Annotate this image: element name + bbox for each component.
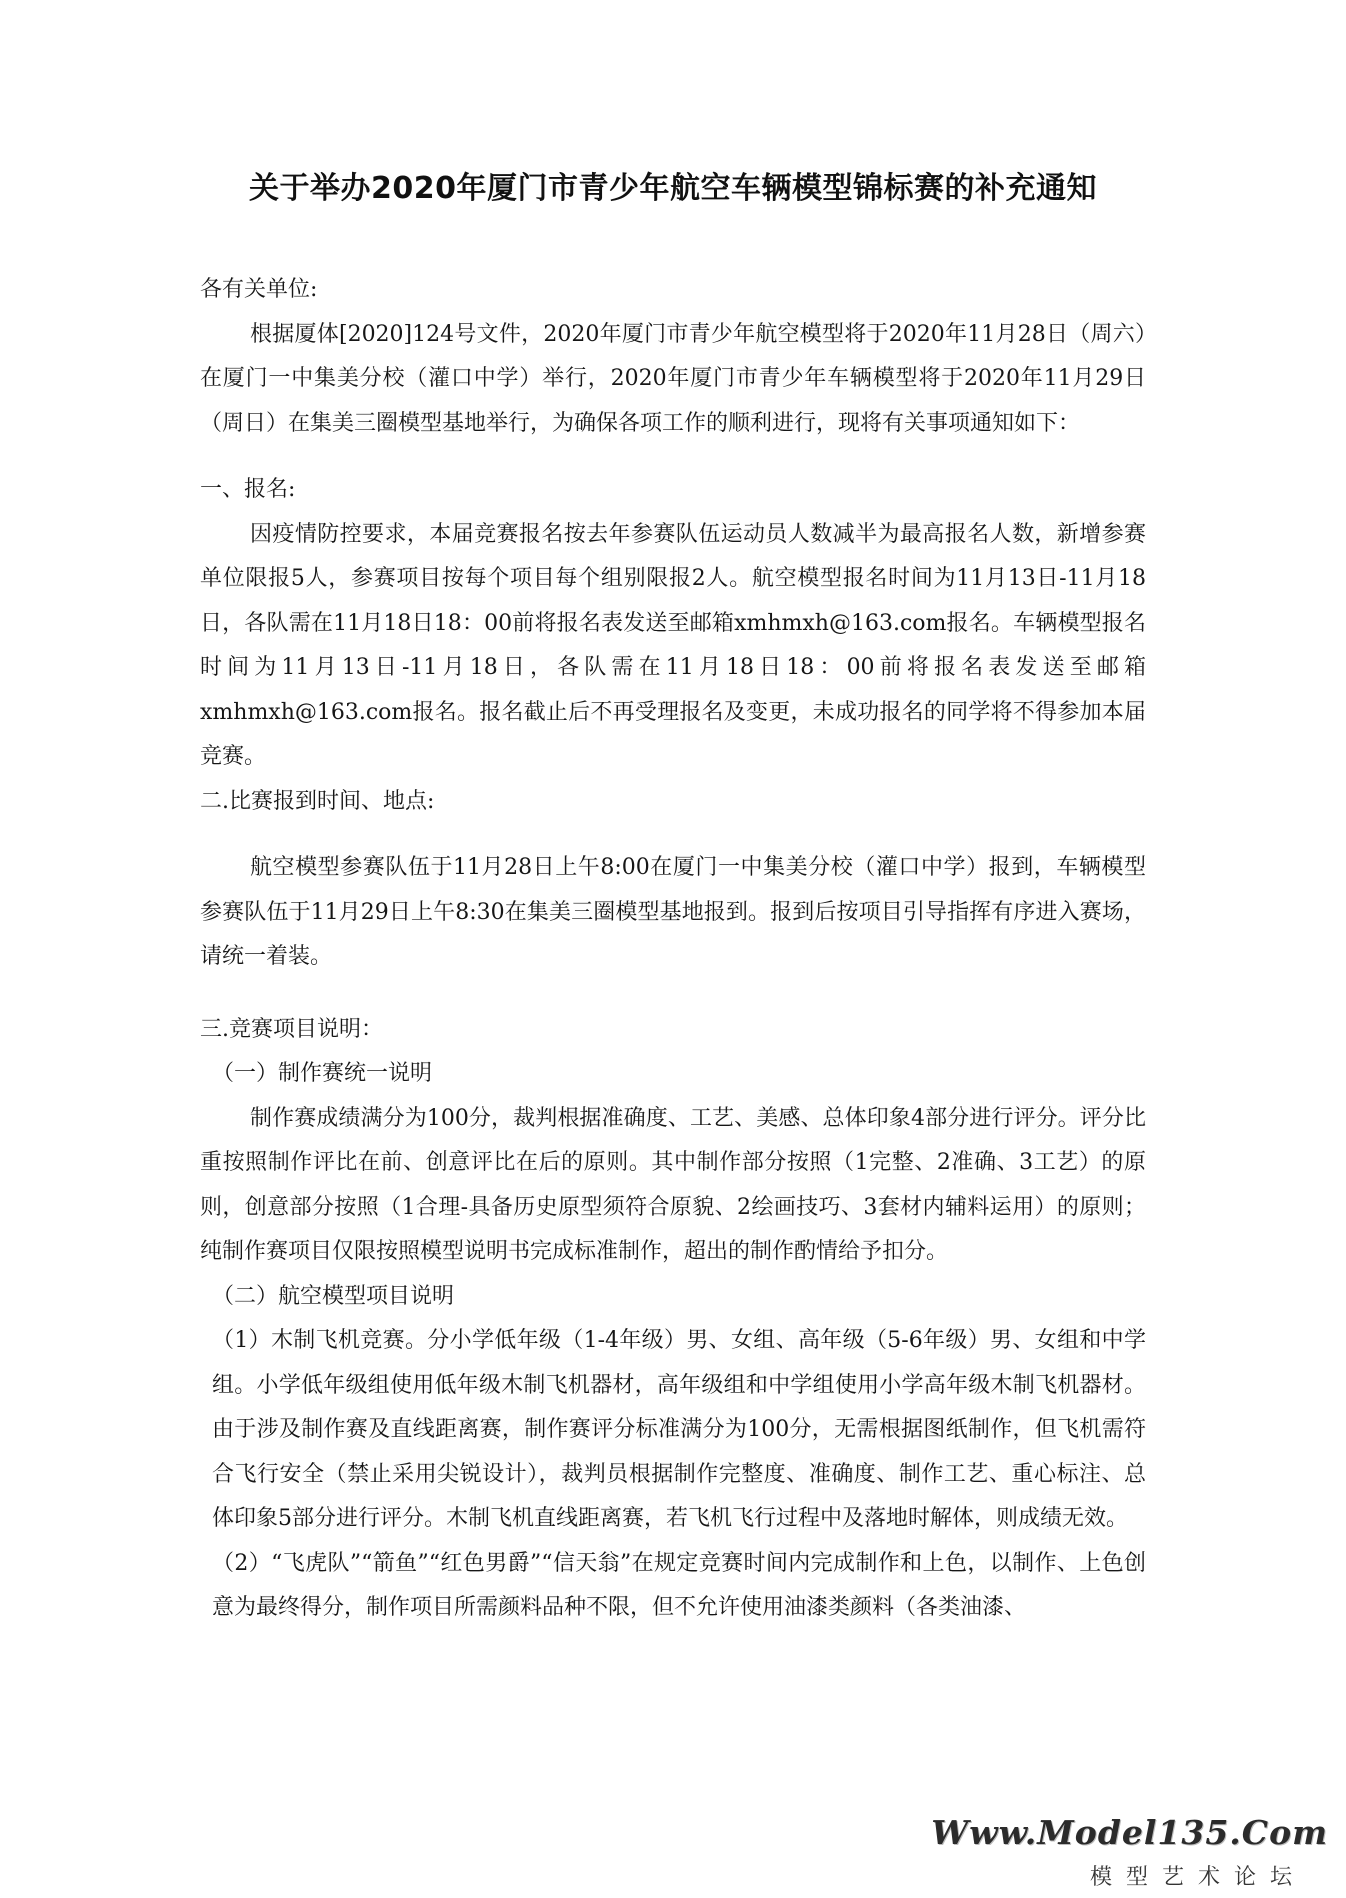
- section-3-item-1: （1）木制飞机竞赛。分小学低年级（1-4年级）男、女组、高年级（5-6年级）男、女组和中学组。小学低年级组使用低年级木制飞机器材，高年级组和中学组使用小学高年级木制飞机器材。由于涉及制作赛及直线距离赛，制作赛评分标准满分为100分，无需根据图纸制作，但飞机需符合飞行安全（禁止采用尖锐设计），裁判员根据制作完整度、准确度、制作工艺、重心标注、总体印象5部分进行评分。木制飞机直线距离赛，若飞机飞行过程中及落地时解体，则成绩无效。: [212, 1328, 1146, 1531]
- section-3-sub2-heading: （二）航空模型项目说明: [212, 1283, 455, 1309]
- section-3-sub1-heading: （一）制作赛统一说明: [212, 1061, 433, 1086]
- section-1-text: 因疫情防控要求，本届竞赛报名按去年参赛队伍运动员人数减半为最高报名人数，新增参赛单位限报5人，参赛项目按每个项目每个组别限报2人。航空模型报名时间为11月13日-11月18日，各队需在11月18日18：00前将报名表发送至邮箱xmhmxh@163.com报名。车辆模型报名时间为11月13日-11月18日，各队需在11月18日18：00前将报名表发送至邮箱xmhmxh@163.com报名。报名截止后不再受理报名及变更，未成功报名的同学将不得参加本届竞赛。: [200, 521, 1146, 769]
- section-2-text: 航空模型参赛队伍于11月28日上午8:00在厦门一中集美分校（灌口中学）报到，车辆模型参赛队伍于11月29日上午8:30在集美三圈模型基地报到。报到后按项目引导指挥有序进入赛场，请统一着装。: [200, 855, 1146, 969]
- section-3-item-2: （2）“飞虎队”“箭鱼”“红色男爵”“信天翁”在规定竞赛时间内完成制作和上色，以制作、上色创意为最终得分，制作项目所需颜料品种不限，但不允许使用油漆类颜料（各类油漆、: [212, 1550, 1146, 1620]
- section-3-sub1-text: 制作赛成绩满分为100分，裁判根据准确度、工艺、美感、总体印象4部分进行评分。评分比重按照制作评比在前、创意评比在后的原则。其中制作部分按照（1完整、2准确、3工艺）的原则，创意部分按照（1合理-具备历史原型须符合原貌、2绘画技巧、3套材内辅料运用）的原则；纯制作赛项目仅限按照模型说明书完成标准制作，超出的制作酌情给予扣分。: [200, 1105, 1146, 1264]
- salutation: 各有关单位:: [200, 277, 318, 302]
- section-3-heading: 三.竞赛项目说明：: [200, 1016, 383, 1042]
- watermark-url: Www.Model135.Com: [931, 1813, 1328, 1852]
- document-title: 关于举办2020年厦门市青少年航空车辆模型锦标赛的补充通知: [249, 171, 1097, 206]
- watermark-name: 模型艺术论坛: [1089, 1865, 1306, 1890]
- section-2-heading: 二.比赛报到时间、地点:: [200, 788, 435, 814]
- document-body: [200, 268, 1146, 1631]
- intro-paragraph: 根据厦体[2020]124号文件，2020年厦门市青少年航空模型将于2020年11月28日（周六）在厦门一中集美分校（灌口中学）举行，2020年厦门市青少年车辆模型将于2020年11月29日（周日）在集美三圈模型基地举行，为确保各项工作的顺利进行，现将有关事项通知如下：: [200, 321, 1146, 436]
- section-1-heading: 一、报名:: [200, 477, 296, 502]
